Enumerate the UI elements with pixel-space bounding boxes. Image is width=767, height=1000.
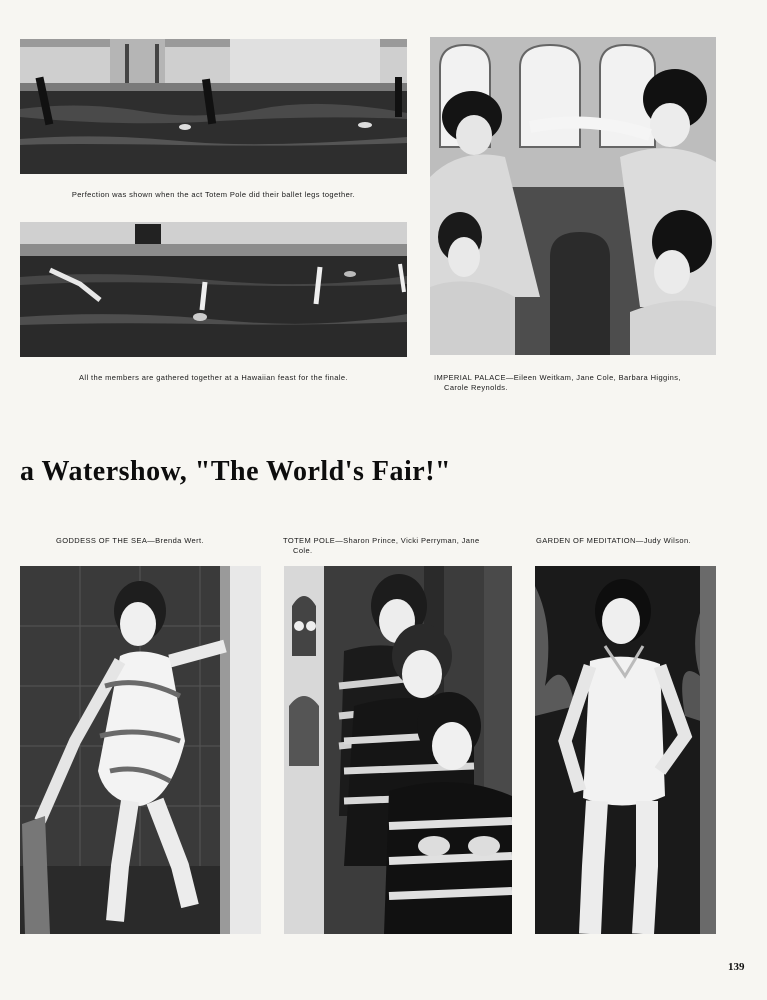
totem-pole-caption-line1: TOTEM POLE—Sharon Prince, Vicki Perryman, Jane xyxy=(283,536,480,545)
goddess-of-the-sea-caption: GODDESS OF THE SEA—Brenda Wert. xyxy=(56,536,204,545)
garden-of-meditation-caption: GARDEN OF MEDITATION—Judy Wilson. xyxy=(536,536,692,545)
imperial-palace-caption xyxy=(434,373,724,393)
hawaiian-feast-pool-caption: All the members are gathered together at a Hawaiian feast for the finale. xyxy=(79,373,348,382)
totem-pole-pool-caption: Perfection was shown when the act Totem Pole did their ballet legs together. xyxy=(71,190,356,199)
totem-pole-costumes-caption xyxy=(283,536,518,556)
totem-pole-costumes-photo xyxy=(284,566,512,934)
page-headline: a Watershow, "The World's Fair!" xyxy=(20,456,452,487)
imperial-palace-caption-line2: Carole Reynolds. xyxy=(444,383,508,392)
totem-pole-pool-photo xyxy=(20,39,407,174)
page-number: 139 xyxy=(728,961,745,973)
totem-pole-caption-line2: Cole. xyxy=(293,546,313,555)
garden-of-meditation-photo xyxy=(535,566,716,934)
imperial-palace-caption-line1: IMPERIAL PALACE—Eileen Weitkam, Jane Cole, Barbara Higgins, xyxy=(434,373,681,382)
imperial-palace-photo xyxy=(430,37,716,355)
goddess-of-the-sea-photo xyxy=(20,566,261,934)
hawaiian-feast-pool-photo xyxy=(20,222,407,357)
